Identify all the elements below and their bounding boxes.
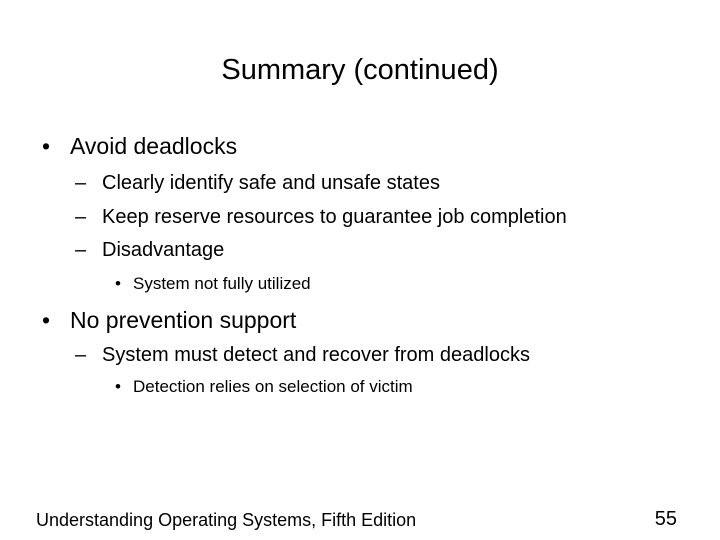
page-number: 55 bbox=[654, 508, 677, 530]
bullet-marker: • bbox=[42, 307, 51, 333]
dash-marker: – bbox=[75, 172, 87, 194]
bullet-marker: • bbox=[115, 377, 121, 396]
sub-sub-bullet-text: System not fully utilized bbox=[133, 274, 311, 293]
dash-marker: – bbox=[75, 344, 87, 366]
sub-bullet-text: System must detect and recover from deadlocks bbox=[102, 344, 530, 366]
sub-sub-bullet-text: Detection relies on selection of victim bbox=[133, 377, 413, 396]
bullet-marker: • bbox=[42, 133, 51, 159]
bullet-marker: • bbox=[115, 274, 121, 293]
dash-marker: – bbox=[75, 239, 87, 261]
bullet-text: No prevention support bbox=[70, 307, 297, 333]
sub-bullet-text: Keep reserve resources to guarantee job completion bbox=[102, 206, 567, 228]
slide-title: Summary (continued) bbox=[221, 54, 499, 86]
footer-book-title: Understanding Operating Systems, Fifth Edition bbox=[36, 510, 417, 530]
sub-bullet-text: Disadvantage bbox=[102, 239, 225, 261]
bullet-text: Avoid deadlocks bbox=[70, 133, 238, 159]
dash-marker: – bbox=[75, 206, 87, 228]
sub-bullet-text: Clearly identify safe and unsafe states bbox=[102, 172, 440, 194]
